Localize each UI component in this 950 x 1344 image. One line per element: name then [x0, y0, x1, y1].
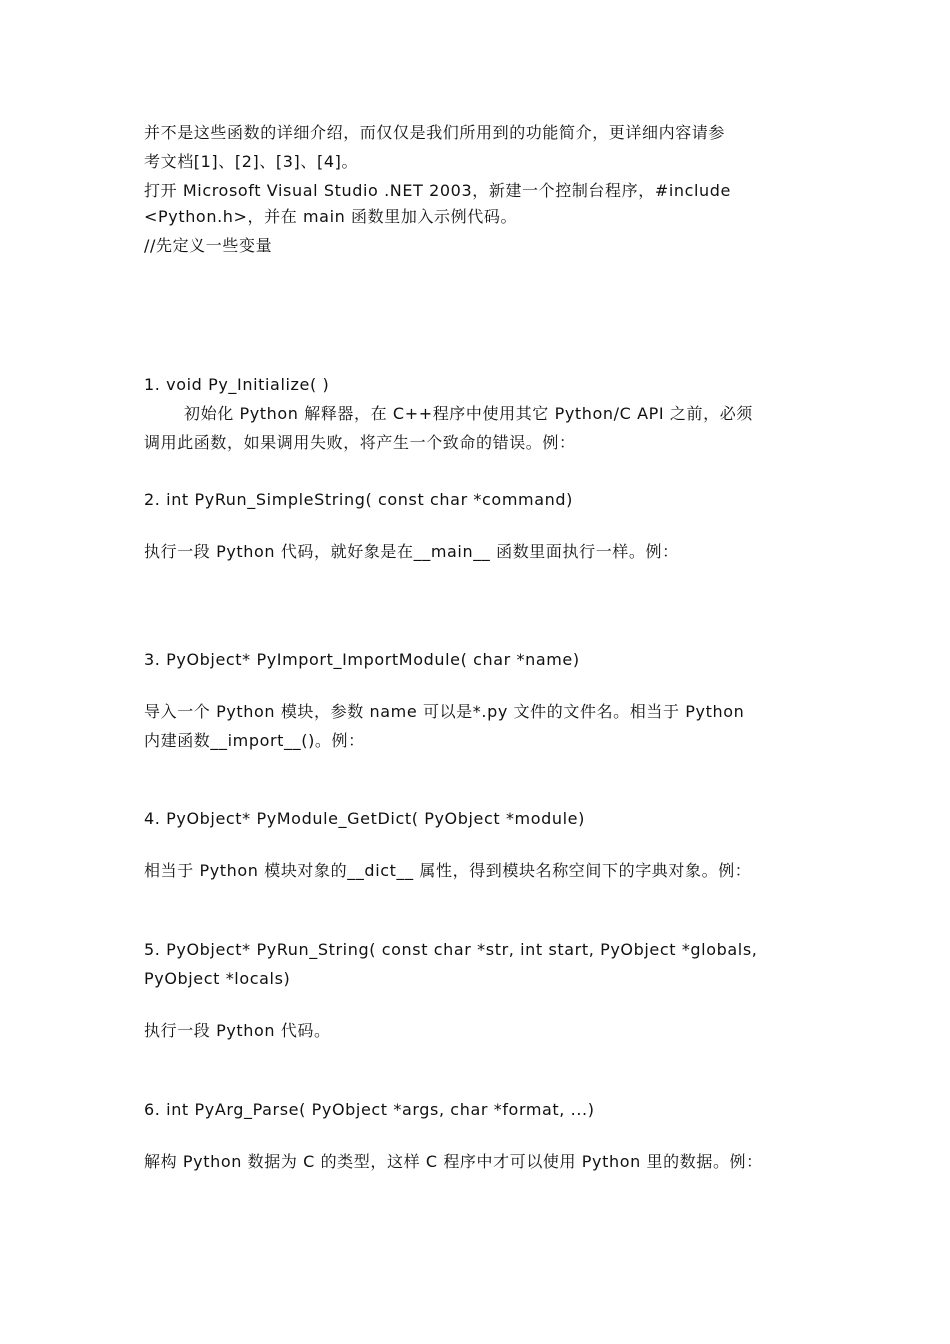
intro-line-1: 并不是这些函数的详细介绍，而仅仅是我们所用到的功能简介，更详细内容请参	[144, 123, 726, 142]
intro-line-3: 打开 Microsoft Visual Studio .NET 2003，新建一个控制台程序，#include	[144, 181, 731, 200]
section-2-heading: 2. int PyRun_SimpleString( const char *command)	[144, 490, 573, 509]
intro-line-2: 考文档[1]、[2]、[3]、[4]。	[144, 152, 359, 171]
section-4-heading: 4. PyObject* PyModule_GetDict( PyObject *module)	[144, 809, 585, 828]
section-2-desc-line-1: 执行一段 Python 代码，就好象是在__main__ 函数里面执行一样。例：	[144, 542, 679, 561]
section-4-desc-line-1: 相当于 Python 模块对象的__dict__ 属性，得到模块名称空间下的字典对象。例：	[144, 861, 752, 880]
intro-line-4: <Python.h>，并在 main 函数里加入示例代码。	[144, 207, 518, 226]
section-3-desc-line-1: 导入一个 Python 模块，参数 name 可以是*.py 文件的文件名。相当于 Python	[144, 702, 745, 721]
section-5-desc-line-1: 执行一段 Python 代码。	[144, 1021, 331, 1040]
section-3-desc-line-2: 内建函数__import__()。例：	[144, 731, 365, 750]
section-1-desc-line-2: 调用此函数，如果调用失败，将产生一个致命的错误。例：	[144, 433, 576, 452]
section-6-heading: 6. int PyArg_Parse( PyObject *args, char *format, ...)	[144, 1100, 595, 1119]
section-1-desc-line-1: 初始化 Python 解释器，在 C++程序中使用其它 Python/C API 之前，必须	[184, 404, 753, 423]
section-5-heading-line-2: PyObject *locals)	[144, 969, 291, 988]
section-1-heading: 1. void Py_Initialize( )	[144, 375, 330, 394]
section-3-heading: 3. PyObject* PyImport_ImportModule( char *name)	[144, 650, 580, 669]
section-5-heading-line-1: 5. PyObject* PyRun_String( const char *str, int start, PyObject *globals,	[144, 940, 758, 959]
section-6-desc-line-1: 解构 Python 数据为 C 的类型，这样 C 程序中才可以使用 Python 里的数据。例：	[144, 1152, 763, 1171]
intro-line-5: //先定义一些变量	[144, 236, 273, 255]
